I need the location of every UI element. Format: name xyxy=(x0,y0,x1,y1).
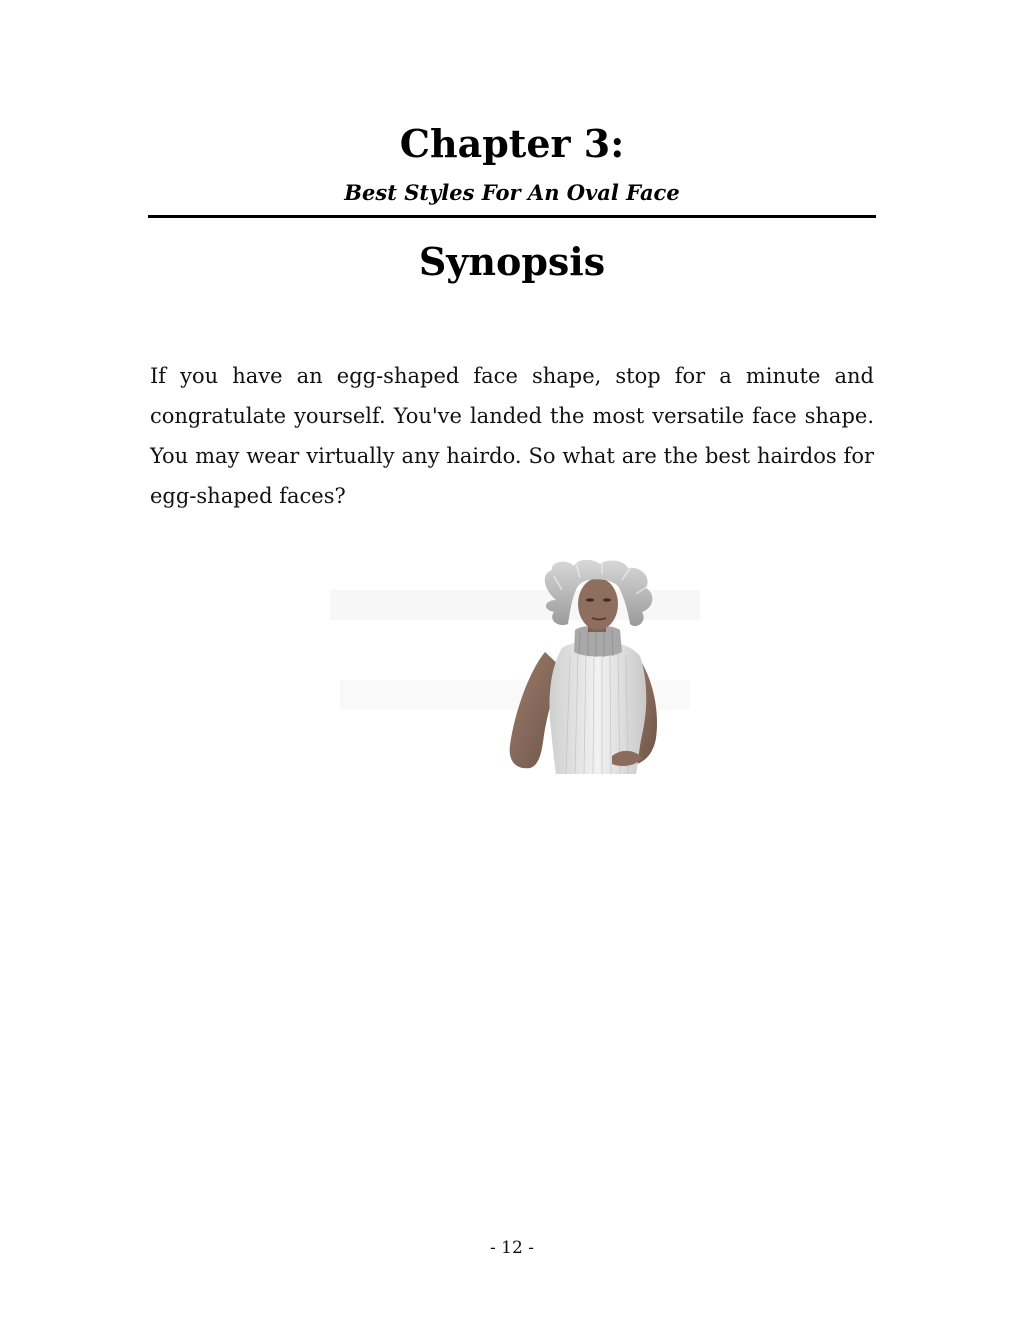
chapter-subtitle: Best Styles For An Oval Face xyxy=(344,180,680,205)
chapter-title: Chapter 3: xyxy=(399,121,625,166)
title-divider xyxy=(148,215,876,218)
section-title: Synopsis xyxy=(418,239,606,284)
woman-portrait-icon xyxy=(330,560,700,775)
page-number: - 12 - xyxy=(490,1238,534,1258)
body-paragraph: If you have an egg-shaped face shape, stop for a minute and congratulate yourself. You've landed the most versatile face shape. You may wear virtually any hairdo. So what are the best hairdos for egg-shaped faces? xyxy=(150,364,874,508)
